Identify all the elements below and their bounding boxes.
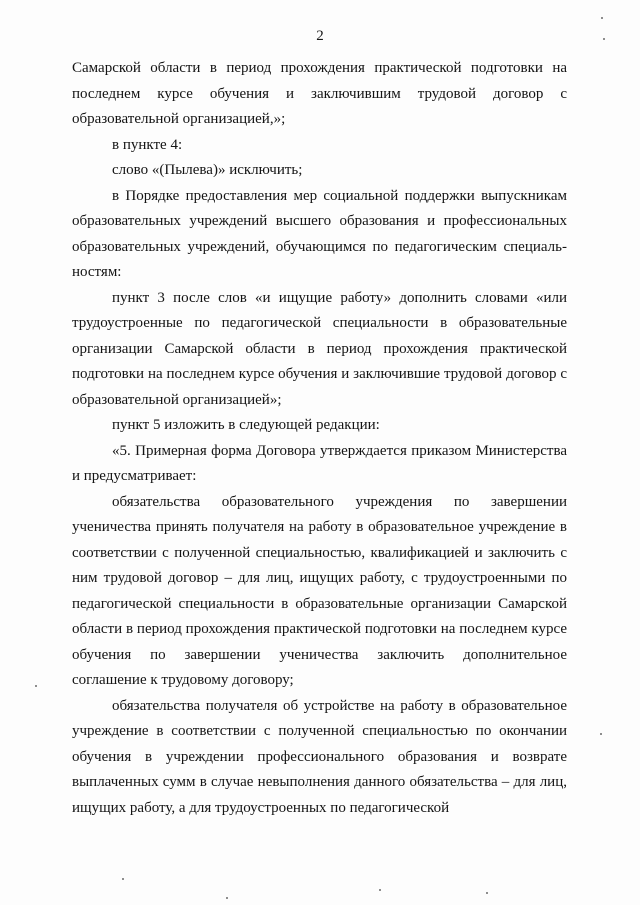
paragraph-institution-obligations: обязательства образовательного учреждения по завершении ученичества принять получателя на работу в образовательное учреждение в соответствии с полученной специальностью, квалификацией и заключить с ним трудовой договор – для лиц, ищущих работу, с трудоустроенными по педагогической специальности в образовательные организации Самарской области в период прохождения практической подготовки на последнем курсе обучения по завершении ученичества заключить дополнительное соглашение к трудовому договору; [72,493,567,688]
scan-speck [122,878,124,880]
document-body [72,56,567,821]
scan-speck [35,685,37,687]
paragraph-word-removal: слово «(Пылева)» исключить; [112,162,303,178]
paragraph-item-4-heading: в пункте 4: [112,136,183,153]
paragraph-item-5-heading: пункт 5 изложить в следующей редакции: [112,417,380,433]
page-number: 2 [316,28,324,44]
scan-speck [486,892,488,894]
paragraph-recipient-obligations: обязательства получателя об устройстве на работу в образовательное учреждение в соответствии с полученной специальностью по окончании обучения в учреждении профессионального образования и возврате выплаченных сумм в случае невыполнения данного обязательства – для лиц, ищущих работу, а для трудоустроенных по педагогической [72,697,567,816]
scan-speck [226,897,228,899]
paragraph-continuation: Самарской области в период прохождения практической подготовки на последнем курсе обучения и заключившим трудовой договор с образовательной организацией,»; [72,60,567,127]
scan-speck [603,38,605,40]
paragraph-item-5-text: «5. Примерная форма Договора утверждается приказом Министерства и предусматривает: [72,442,567,484]
paragraph-procedure-heading: в Порядке предоставления мер социальной поддержки выпускникам образовательных учреждений высшего образования и профессиональных образовательных учреждений, обучающимся по педагогическим специаль-ностям: [72,187,567,280]
paragraph-item-3-amendment: пункт 3 после слов «и ищущие работу» дополнить словами «или трудоустроенные по педагогической специальности в образовательные организации Самарской области в период прохождения практической подготовки на последнем курсе обучения и заключившие трудовой договор с образовательной организацией»; [72,289,567,408]
scan-speck [379,889,381,891]
scan-speck [600,733,602,735]
scan-speck [601,17,603,19]
